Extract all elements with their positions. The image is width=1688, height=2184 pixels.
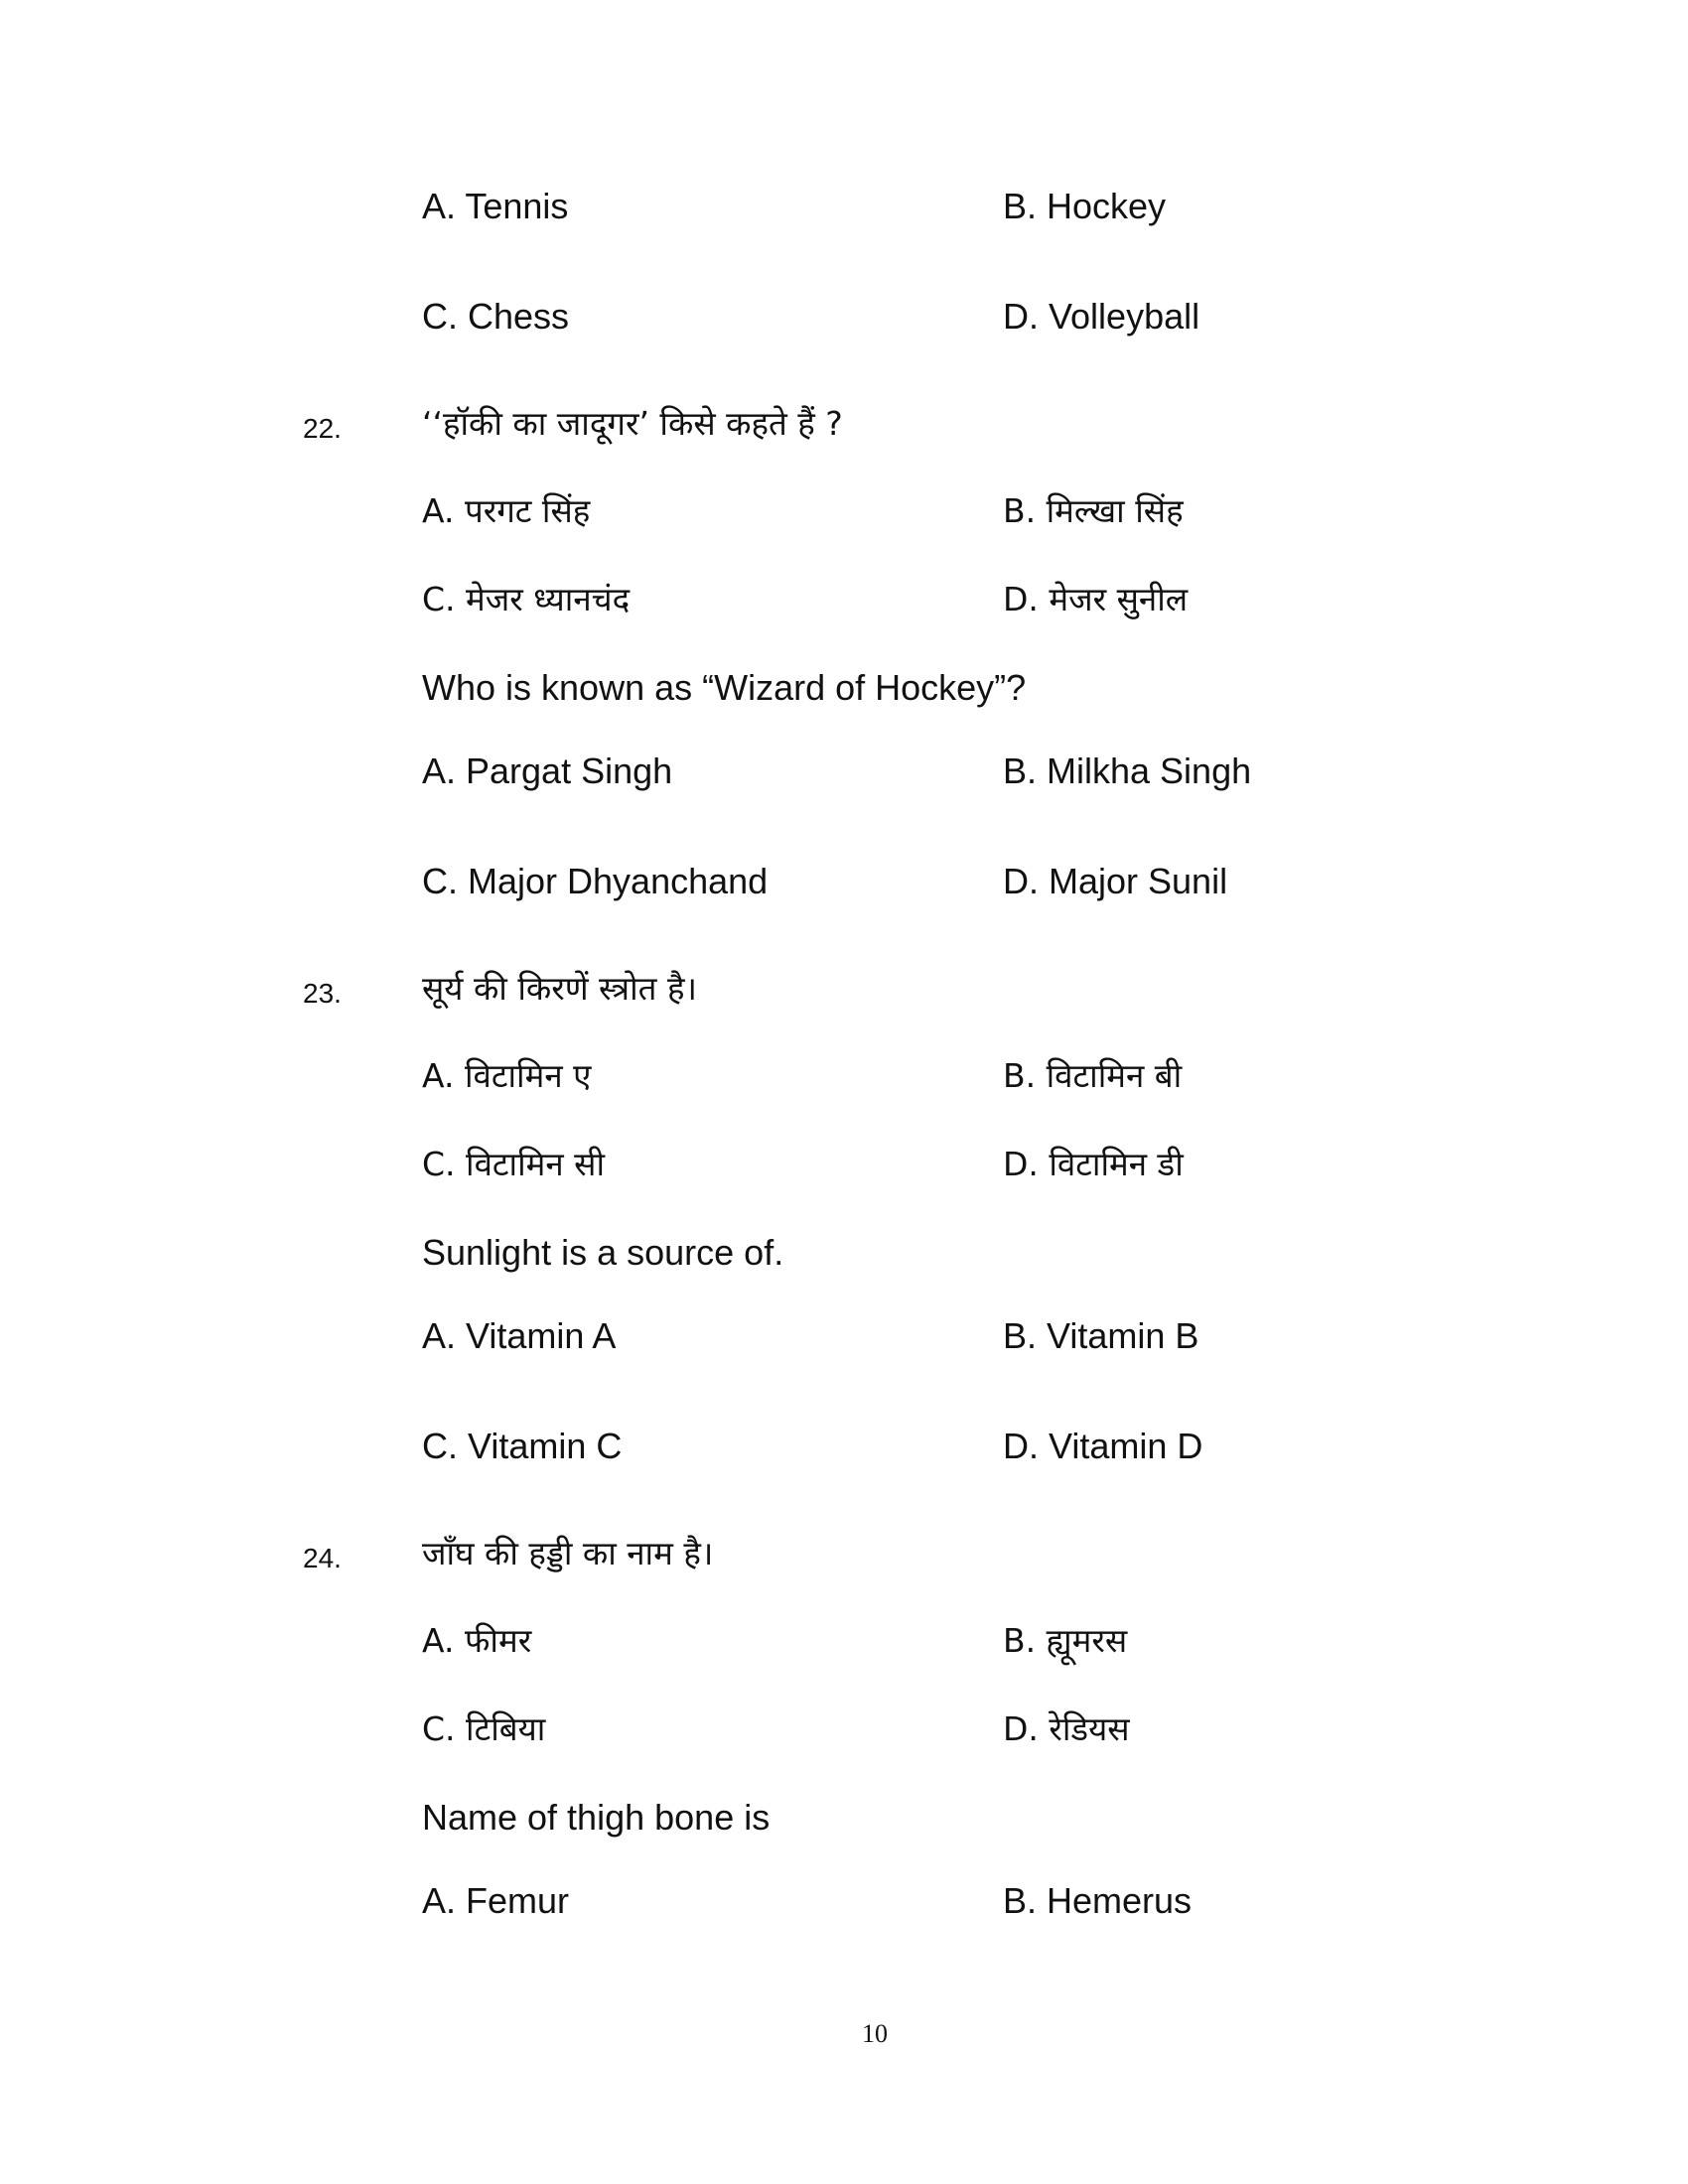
q23-option-b: B. Vitamin B: [1003, 1315, 1199, 1356]
q22-option-d-hindi: D. मेजर सुनील: [1003, 580, 1189, 618]
q23-option-c-hindi: C. विटामिन सी: [422, 1145, 606, 1183]
q24-option-d-hindi: D. रेडियस: [1003, 1709, 1130, 1748]
q22-question-english: Who is known as “Wizard of Hockey”?: [422, 667, 1027, 708]
q22-option-b: B. Milkha Singh: [1003, 751, 1252, 791]
q21-option-d: D. Volleyball: [1003, 296, 1200, 337]
q23-option-d: D. Vitamin D: [1003, 1426, 1203, 1466]
q22-option-d: D. Major Sunil: [1003, 861, 1228, 901]
q24-option-c-hindi: C. टिबिया: [422, 1709, 546, 1748]
q21-option-a: A. Tennis: [422, 186, 569, 226]
q22-option-c-hindi: C. मेजर ध्यानचंद: [422, 580, 631, 618]
q22-option-b-hindi: B. मिल्खा सिंह: [1003, 491, 1184, 530]
q22-option-a: A. Pargat Singh: [422, 751, 673, 791]
q24-option-a: A. Femur: [422, 1880, 570, 1921]
q24-option-b-hindi: B. ह्यूमरस: [1003, 1621, 1128, 1660]
page-number: 10: [862, 2019, 888, 2048]
q24-question-english: Name of thigh bone is: [422, 1797, 771, 1838]
q23-option-a: A. Vitamin A: [422, 1315, 617, 1356]
q23-option-c: C. Vitamin C: [422, 1426, 623, 1466]
q24-number: 24.: [303, 1543, 342, 1573]
q24-option-b: B. Hemerus: [1003, 1880, 1193, 1921]
q22-option-a-hindi: A. परगट सिंह: [422, 491, 591, 530]
q21-option-b: B. Hockey: [1003, 186, 1167, 226]
q23-number: 23.: [303, 978, 342, 1009]
q22-option-c: C. Major Dhyanchand: [422, 861, 769, 901]
q23-option-b-hindi: B. विटामिन बी: [1003, 1056, 1183, 1095]
q22-question-hindi: ‘‘हॉकी का जादूगर’ किसे कहते हैं ?: [422, 404, 843, 443]
q24-option-a-hindi: A. फीमर: [422, 1621, 532, 1660]
q24-question-hindi: जाँघ की हड्डी का नाम है।: [422, 1534, 714, 1572]
q23-option-a-hindi: A. विटामिन ए: [422, 1056, 592, 1095]
q23-option-d-hindi: D. विटामिन डी: [1003, 1145, 1184, 1183]
q23-question-english: Sunlight is a source of.: [422, 1232, 784, 1273]
q23-question-hindi: सूर्य की किरणें स्त्रोत है।: [422, 969, 697, 1008]
q22-number: 22.: [303, 413, 342, 444]
q21-option-c: C. Chess: [422, 296, 570, 337]
